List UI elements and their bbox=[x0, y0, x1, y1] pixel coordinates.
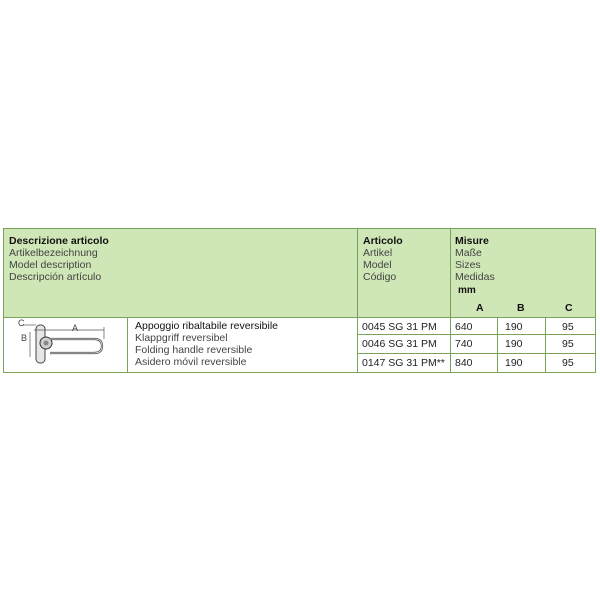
header-divider bbox=[4, 317, 595, 318]
col-divider-sizes bbox=[450, 229, 451, 372]
col-divider-c bbox=[545, 317, 546, 372]
row-2-code: 0046 SG 31 PM bbox=[362, 338, 437, 350]
product-name-es: Asidero móvil reversible bbox=[135, 356, 247, 368]
col-divider-article bbox=[357, 229, 358, 372]
description-en: Model description bbox=[9, 259, 92, 271]
description-de: Artikelbezeichnung bbox=[9, 247, 98, 259]
article-title: Articolo bbox=[363, 235, 403, 247]
description-es: Descripción artículo bbox=[9, 271, 102, 283]
row-1-code: 0045 SG 31 PM bbox=[362, 321, 437, 333]
col-divider-diagram bbox=[127, 317, 128, 372]
dimension-b-label: B bbox=[21, 333, 28, 343]
row-3-a: 840 bbox=[455, 357, 473, 369]
col-divider-b bbox=[497, 317, 498, 372]
row-2-b: 190 bbox=[505, 338, 523, 350]
row-divider-1 bbox=[357, 334, 595, 335]
article-es: Código bbox=[363, 271, 397, 283]
article-en: Model bbox=[363, 259, 392, 271]
dimension-a-label: A bbox=[72, 323, 79, 333]
row-3-b: 190 bbox=[505, 357, 523, 369]
row-1-b: 190 bbox=[505, 321, 523, 333]
dimension-c-label: C bbox=[18, 318, 25, 328]
article-de: Artikel bbox=[363, 247, 393, 259]
product-table bbox=[3, 228, 596, 373]
sizes-de: Maße bbox=[455, 247, 482, 259]
product-name-it: Appoggio ribaltabile reversibile bbox=[135, 320, 279, 332]
sizes-unit: mm bbox=[458, 285, 476, 296]
row-1-a: 640 bbox=[455, 321, 473, 333]
col-c-header: C bbox=[565, 302, 573, 314]
product-name-de: Klappgriff reversibel bbox=[135, 332, 228, 344]
sizes-title: Misure bbox=[455, 235, 489, 247]
row-divider-2 bbox=[357, 353, 595, 354]
row-3-code: 0147 SG 31 PM** bbox=[362, 357, 445, 369]
product-name-en: Folding handle reversible bbox=[135, 344, 253, 356]
col-b-header: B bbox=[517, 302, 525, 314]
col-a-header: A bbox=[476, 302, 484, 314]
row-1-c: 95 bbox=[562, 321, 574, 333]
row-2-a: 740 bbox=[455, 338, 473, 350]
sizes-es: Medidas bbox=[455, 271, 495, 283]
sizes-en: Sizes bbox=[455, 259, 481, 271]
description-title: Descrizione articolo bbox=[9, 235, 109, 247]
row-3-c: 95 bbox=[562, 357, 574, 369]
row-2-c: 95 bbox=[562, 338, 574, 350]
